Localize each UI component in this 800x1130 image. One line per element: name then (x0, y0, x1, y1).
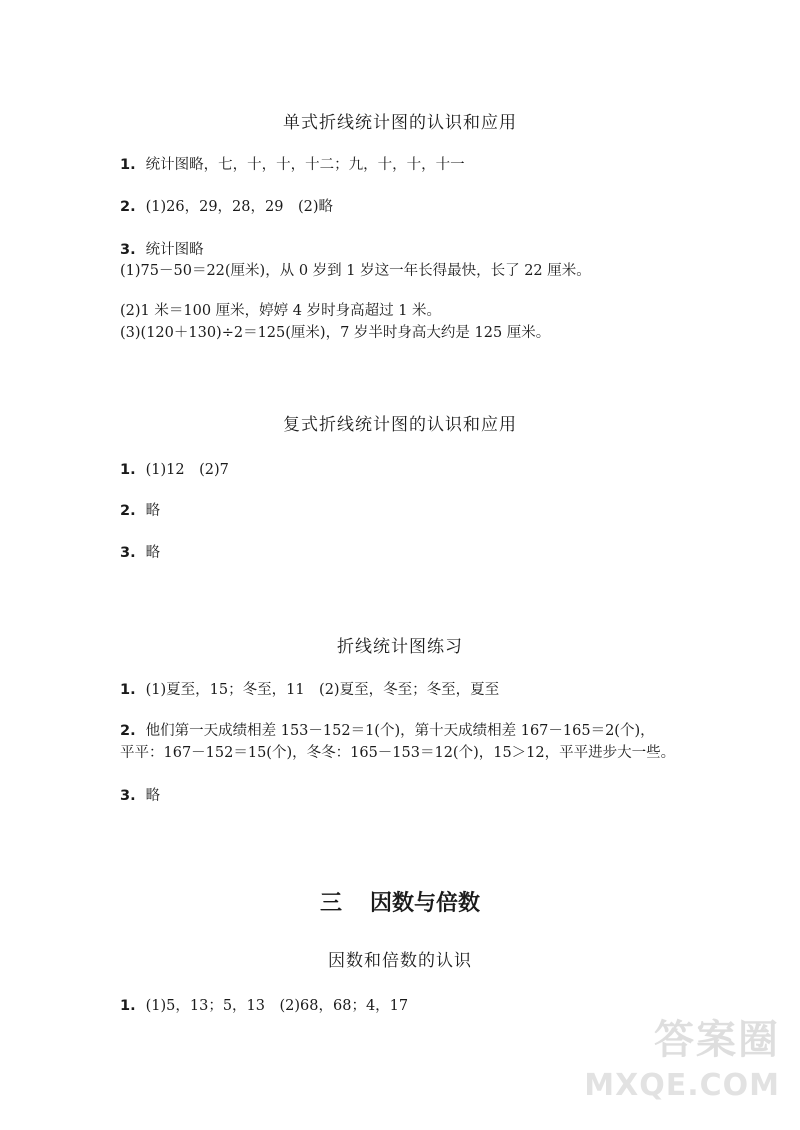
answer-subline: 平平：167－152＝15(个)，冬冬：165－153＝12(个)，15＞12，平平进步大一些。 (120, 745, 676, 761)
section-title: 复式折线统计图的认识和应用 (283, 415, 517, 435)
chapter-title: 因数与倍数 (370, 891, 481, 916)
answer-item (120, 156, 720, 174)
item-number: 2. (120, 199, 136, 215)
watermark-domain: MXQE.COM (584, 1068, 780, 1103)
section-title: 单式折线统计图的认识和应用 (283, 113, 517, 133)
answer-item (120, 198, 720, 216)
answer-item (120, 787, 720, 805)
answer-subline: (3)(120＋130)÷2＝125(厘米)，7 岁半时身高大约是 125 厘米。 (120, 325, 551, 341)
item-number: 2. (120, 503, 136, 519)
item-number: 1. (120, 157, 136, 173)
item-number: 3. (120, 788, 136, 804)
section-title: 因数和倍数的认识 (328, 951, 472, 971)
item-text: (1)12 (2)7 (145, 462, 229, 478)
item-text: 略 (145, 503, 161, 519)
answer-subline: (1)75－50＝22(厘米)，从 0 岁到 1 岁这一年长得最快，长了 22 厘米。 (120, 263, 591, 279)
item-text: 略 (145, 545, 161, 561)
watermark-logo-text: 答案圈 (654, 1017, 780, 1063)
item-number: 1. (120, 462, 136, 478)
answer-item (120, 502, 720, 520)
answer-item (120, 241, 720, 259)
answer-item (120, 544, 720, 562)
item-text: (1)5，13；5，13 (2)68，68；4，17 (145, 998, 409, 1014)
item-text: 统计图略 (145, 242, 204, 258)
chapter-heading (0, 886, 800, 917)
item-number: 1. (120, 998, 136, 1014)
item-text: (1)夏至，15；冬至，11 (2)夏至，冬至；冬至，夏至 (145, 682, 500, 698)
item-text: 略 (145, 788, 161, 804)
answer-item (120, 681, 720, 699)
section-title: 折线统计图练习 (337, 637, 463, 657)
item-number: 1. (120, 682, 136, 698)
item-text: 统计图略，七，十，十，十二；九，十，十，十一 (145, 157, 465, 173)
item-text: 他们第一天成绩相差 153－152＝1(个)，第十天成绩相差 167－165＝2(个)， (145, 723, 655, 739)
site-watermark (570, 1008, 780, 1118)
answer-item (120, 722, 720, 740)
item-number: 3. (120, 242, 136, 258)
item-number: 3. (120, 545, 136, 561)
item-number: 2. (120, 723, 136, 739)
chapter-number: 三 (319, 891, 342, 916)
item-text: (1)26，29，28，29 (2)略 (145, 199, 333, 215)
answer-item (120, 461, 720, 479)
answer-subline: (2)1 米＝100 厘米，婷婷 4 岁时身高超过 1 米。 (120, 303, 442, 319)
